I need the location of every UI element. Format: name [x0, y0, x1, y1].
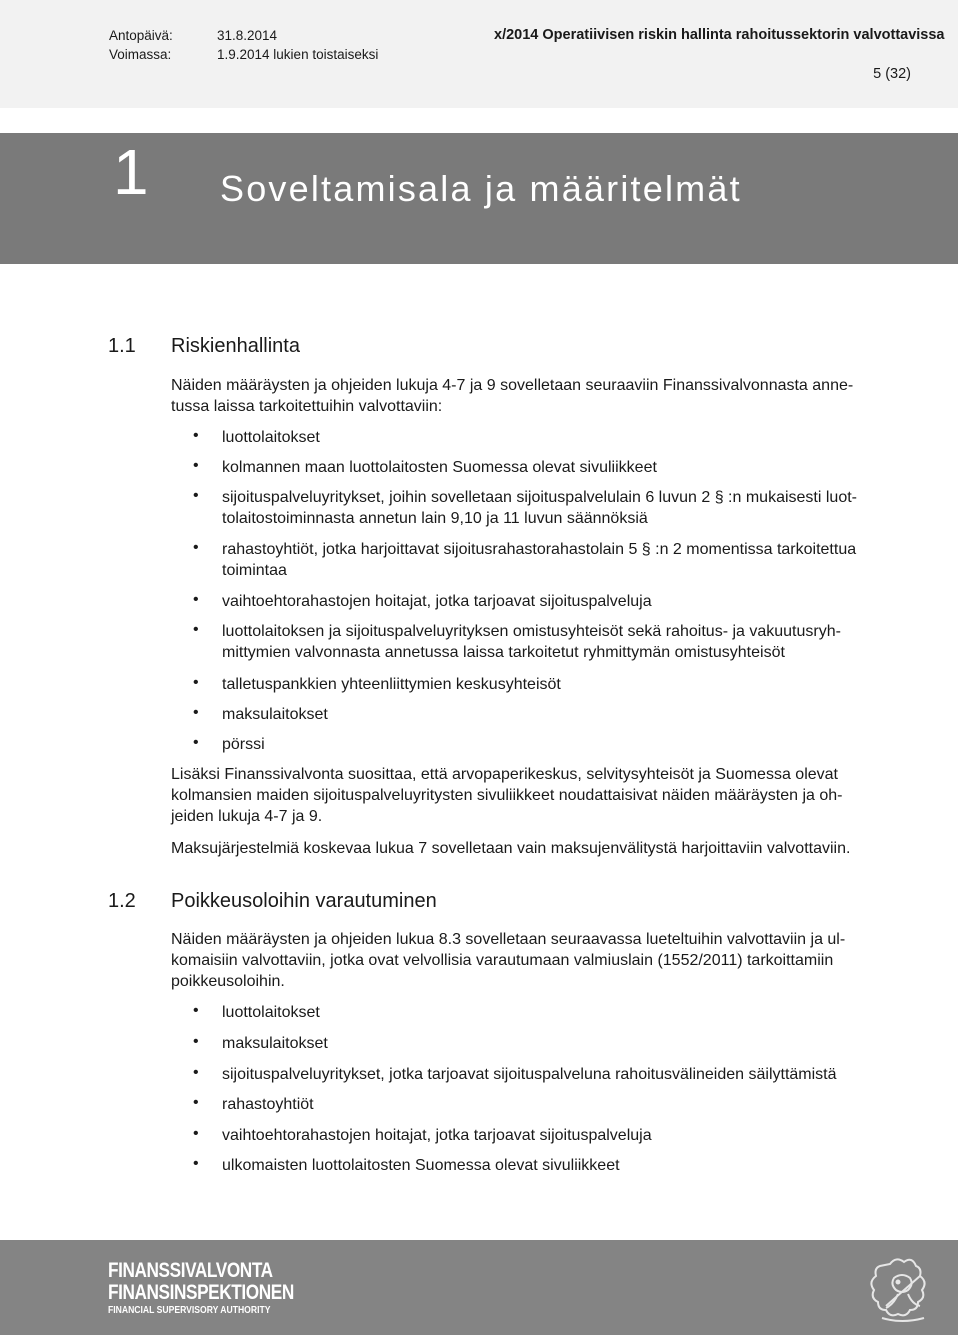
- bullet-icon: •: [193, 734, 199, 751]
- list-item-text: toimintaa: [222, 562, 287, 579]
- date-label: Antopäivä:: [109, 28, 173, 43]
- section-title: Poikkeusoloihin varautuminen: [171, 890, 437, 912]
- text-line: poikkeusoloihin.: [171, 973, 285, 990]
- list-item: sijoituspalveluyritykset, jotka tarjoavat sijoituspalveluna rahoitusvälineiden säilyttämistä: [222, 1066, 837, 1083]
- bullet-icon: •: [193, 1033, 199, 1050]
- lion-crest-icon: [868, 1254, 938, 1331]
- logo-text: FINANCIAL SUPERVISORY AUTHORITY: [108, 1304, 271, 1316]
- text-line: Näiden määräysten ja ohjeiden lukua 8.3 sovelletaan seuraavassa lueteltuihin valvottaviin ja ul-: [171, 931, 846, 948]
- list-item: [222, 487, 912, 529]
- bullet-icon: •: [193, 1155, 199, 1172]
- list-item: [222, 704, 912, 725]
- list-item-text: maksulaitokset: [222, 706, 328, 723]
- text-line: kolmansien maiden sijoituspalveluyritysten sivuliikkeet noudattaisivat näiden määräysten ja oh-: [171, 787, 843, 804]
- text-line: Maksujärjestelmiä koskevaa lukua 7 sovelletaan vain maksujenvälitystä harjoittaviin valvottaviin.: [171, 840, 851, 857]
- paragraph: [171, 838, 906, 859]
- list-item-text: pörssi: [222, 736, 265, 753]
- list-item: rahastoyhtiöt: [222, 1096, 314, 1113]
- text-line: Lisäksi Finanssivalvonta suosittaa, että arvopaperikeskus, selvitysyhteisöt ja Suomessa olevat: [171, 766, 838, 783]
- list-item-text: sijoituspalveluyritykset, joihin sovelletaan sijoituspalvelulain 6 luvun 2 § :n mukaisesti luot-: [222, 489, 857, 506]
- logo-text: FINANSINSPEKTIONEN: [108, 1281, 294, 1304]
- list-item-text: luottolaitokset: [222, 429, 320, 446]
- list-item: [222, 674, 912, 695]
- list-item-text: talletuspankkien yhteenliittymien keskusyhteisöt: [222, 676, 561, 693]
- section-intro: [171, 375, 906, 417]
- section-number: 1.2: [108, 890, 136, 912]
- list-item: [222, 539, 912, 581]
- list-item: [222, 621, 912, 663]
- text-line: Näiden määräysten ja ohjeiden lukuja 4-7 ja 9 sovelletaan seuraaviin Finanssivalvonnasta anne-: [171, 377, 854, 394]
- paragraph: [171, 764, 906, 827]
- list-item-text: tolaitostoiminnasta annetun lain 9,10 ja 11 luvun säännöksiä: [222, 510, 648, 527]
- list-item: [222, 427, 912, 448]
- bullet-icon: •: [193, 487, 199, 504]
- bullet-icon: •: [193, 1002, 199, 1019]
- list-item-text: luottolaitoksen ja sijoituspalveluyrityksen omistusyhteisöt sekä rahoitus- ja vakuutusryh-: [222, 623, 841, 640]
- bullet-icon: •: [193, 539, 199, 556]
- bullet-icon: •: [193, 1094, 199, 1111]
- list-item: luottolaitokset: [222, 1004, 320, 1021]
- bullet-icon: •: [193, 704, 199, 721]
- valid-label: Voimassa:: [109, 47, 172, 62]
- bullet-icon: •: [193, 1064, 199, 1081]
- bullet-icon: •: [193, 427, 199, 444]
- valid-value: 1.9.2014 lukien toistaiseksi: [217, 47, 379, 62]
- bullet-icon: •: [193, 457, 199, 474]
- list-item-text: rahastoyhtiöt, jotka harjoittavat sijoitusrahastorahastolain 5 § :n 2 momentissa tarkoitettua: [222, 541, 857, 558]
- text-line: komaisiin valvottaviin, jotka ovat velvollisia varautumaan valmiuslain (1552/2011) tarkoittamiin: [171, 952, 834, 969]
- text-line: jeiden lukuja 4-7 ja 9.: [171, 808, 323, 825]
- list-item-text: vaihtoehtorahastojen hoitajat, jotka tarjoavat sijoituspalveluja: [222, 593, 652, 610]
- list-item-text: mittymien valvonnasta annetussa laissa tarkoitetut ryhmittymän omistusyhteisöt: [222, 644, 785, 661]
- bullet-icon: •: [193, 1125, 199, 1142]
- list-item: [222, 591, 912, 612]
- document-title: x/2014 Operatiivisen riskin hallinta rahoitussektorin valvottavissa: [494, 27, 945, 43]
- list-item-text: kolmannen maan luottolaitosten Suomessa olevat sivuliikkeet: [222, 459, 657, 476]
- bullet-icon: •: [193, 621, 199, 638]
- list-item: maksulaitokset: [222, 1035, 328, 1052]
- chapter-number: 1: [113, 136, 149, 208]
- list-item: [222, 734, 912, 755]
- text-line: tussa laissa tarkoitettuihin valvottaviin:: [171, 398, 443, 415]
- section-number: 1.1: [108, 335, 136, 357]
- bullet-icon: •: [193, 591, 199, 608]
- bullet-icon: •: [193, 674, 199, 691]
- chapter-title: Soveltamisala ja määritelmät: [220, 168, 742, 209]
- date-value: 31.8.2014: [217, 28, 278, 43]
- list-item: vaihtoehtorahastojen hoitajat, jotka tarjoavat sijoituspalveluja: [222, 1127, 652, 1144]
- list-item: [222, 457, 912, 478]
- list-item: ulkomaisten luottolaitosten Suomessa olevat sivuliikkeet: [222, 1157, 620, 1174]
- section-title: Riskienhallinta: [171, 335, 300, 357]
- section-intro: [171, 929, 906, 992]
- page-number: 5 (32): [873, 66, 911, 82]
- logo-text: FINANSSIVALVONTA: [108, 1259, 273, 1282]
